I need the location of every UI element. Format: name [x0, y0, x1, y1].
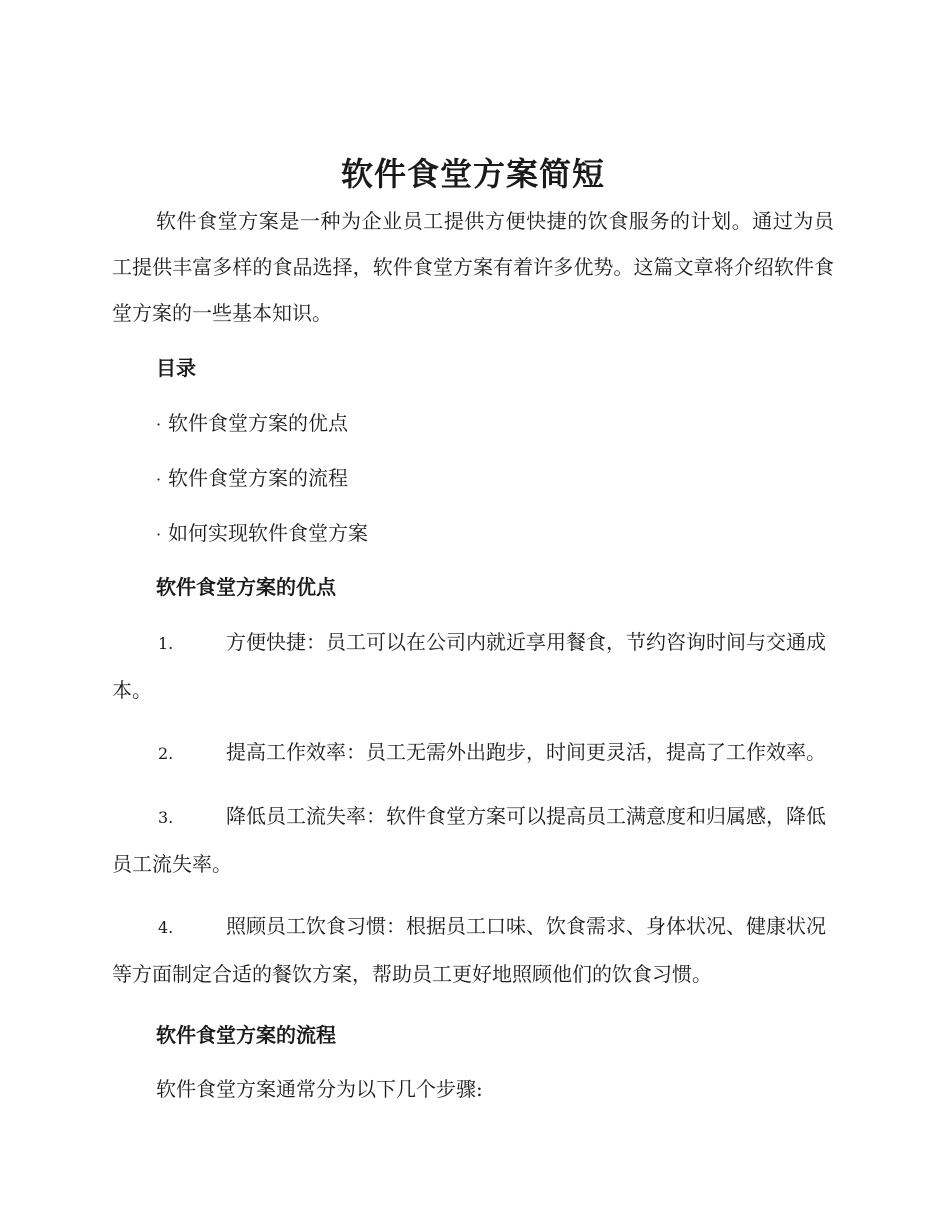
item-number: 3.: [158, 808, 174, 827]
advantage-item: [112, 793, 834, 887]
item-text: 照顾员工饮食习惯：根据员工口味、饮食需求、身体状况、健康状况等方面制定合适的餐饮方案，帮助员工更好地照顾他们的饮食习惯。: [112, 914, 826, 986]
item-number: 2.: [158, 744, 174, 763]
bullet-icon: ·: [156, 525, 162, 544]
advantages-heading: 软件食堂方案的优点: [156, 575, 336, 599]
advantage-item: [112, 619, 834, 713]
advantage-item: [112, 903, 834, 997]
item-number: 1.: [158, 634, 174, 653]
toc-item: [156, 517, 834, 549]
document-title: 软件食堂方案简短: [340, 155, 605, 193]
toc-item: [156, 407, 834, 439]
toc-heading: 目录: [156, 356, 196, 380]
item-text: 降低员工流失率：软件食堂方案可以提高员工满意度和归属感，降低员工流失率。: [112, 804, 826, 876]
toc-item: [156, 462, 834, 494]
toc-item-label: 软件食堂方案的流程: [168, 466, 348, 490]
intro-paragraph: 软件食堂方案是一种为企业员工提供方便快捷的饮食服务的计划。通过为员工提供丰富多样的食品选择，软件食堂方案有着许多优势。这篇文章将介绍软件食堂方案的一些基本知识。: [112, 209, 834, 325]
process-intro: 软件食堂方案通常分为以下几个步骤:: [156, 1077, 483, 1101]
bullet-icon: ·: [156, 415, 162, 434]
toc-item-label: 如何实现软件食堂方案: [168, 521, 368, 545]
advantage-item: [112, 729, 834, 777]
item-text: 方便快捷：员工可以在公司内就近享用餐食，节约咨询时间与交通成本。: [112, 630, 826, 702]
process-heading: 软件食堂方案的流程: [156, 1023, 336, 1047]
toc-item-label: 软件食堂方案的优点: [168, 411, 348, 435]
document-content: [112, 150, 834, 1105]
bullet-icon: ·: [156, 470, 162, 489]
item-number: 4.: [158, 918, 174, 937]
item-text: 提高工作效率：员工无需外出跑步，时间更灵活，提高了工作效率。: [226, 740, 826, 764]
